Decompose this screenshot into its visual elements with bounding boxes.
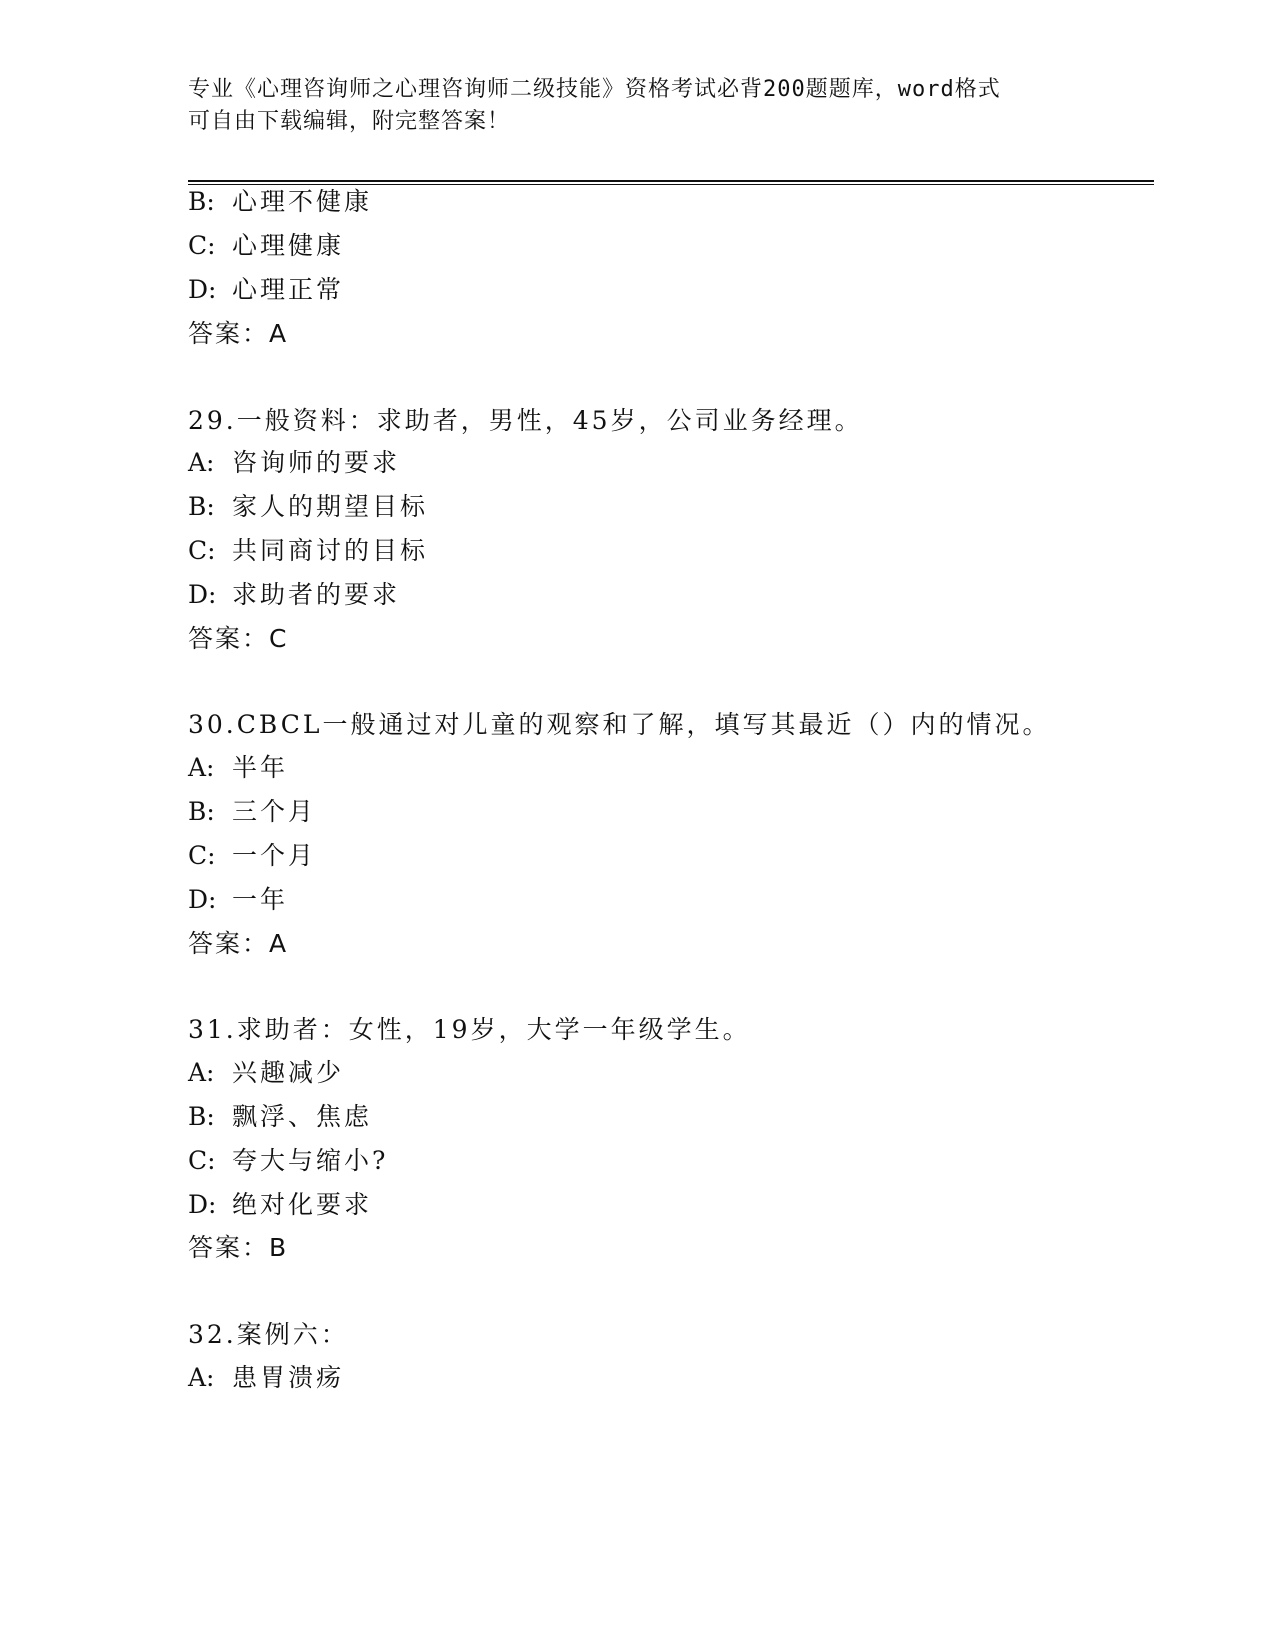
q28-option-c: C: 心理健康: [188, 231, 345, 260]
q31-stem: 31.求助者：女性，19岁，大学一年级学生。: [188, 1015, 751, 1044]
q31-option-d: D: 绝对化要求: [188, 1190, 373, 1219]
q28-option-d: D: 心理正常: [188, 275, 345, 304]
header-divider-thick: [188, 180, 1154, 182]
q31-answer: 答案：B: [188, 1233, 289, 1262]
q30-stem: 30.CBCL一般通过对儿童的观察和了解，填写其最近（）内的情况。: [188, 710, 1051, 739]
q29-option-b: B: 家人的期望目标: [188, 492, 429, 521]
document-header: [188, 74, 1088, 138]
q28-option-b: B: 心理不健康: [188, 187, 373, 216]
q31-option-a: A: 兴趣减少: [188, 1058, 345, 1087]
q31-option-b: B: 飘浮、焦虑: [188, 1102, 373, 1131]
q30-answer: 答案：A: [188, 929, 289, 958]
q30-option-c: C: 一个月: [188, 841, 317, 870]
q29-option-c: C: 共同商讨的目标: [188, 536, 429, 565]
header-divider-thin: [188, 184, 1154, 185]
q29-answer: 答案：C: [188, 624, 289, 653]
header-line-2: 可自由下载编辑，附完整答案！: [188, 109, 511, 134]
q31-option-c: C: 夸大与缩小?: [188, 1146, 389, 1175]
q30-option-d: D: 一年: [188, 885, 289, 914]
q32-option-a: A: 患胃溃疡: [188, 1363, 345, 1392]
q29-option-a: A: 咨询师的要求: [188, 448, 401, 477]
q28-answer: 答案：A: [188, 319, 289, 348]
q30-option-b: B: 三个月: [188, 797, 317, 826]
q29-option-d: D: 求助者的要求: [188, 580, 401, 609]
q29-stem: 29.一般资料：求助者，男性，45岁，公司业务经理。: [188, 406, 863, 435]
q32-stem: 32.案例六：: [188, 1320, 349, 1349]
q30-option-a: A: 半年: [188, 753, 289, 782]
header-line-1: 专业《心理咨询师之心理咨询师二级技能》资格考试必背200题题库，word格式: [188, 77, 1001, 102]
